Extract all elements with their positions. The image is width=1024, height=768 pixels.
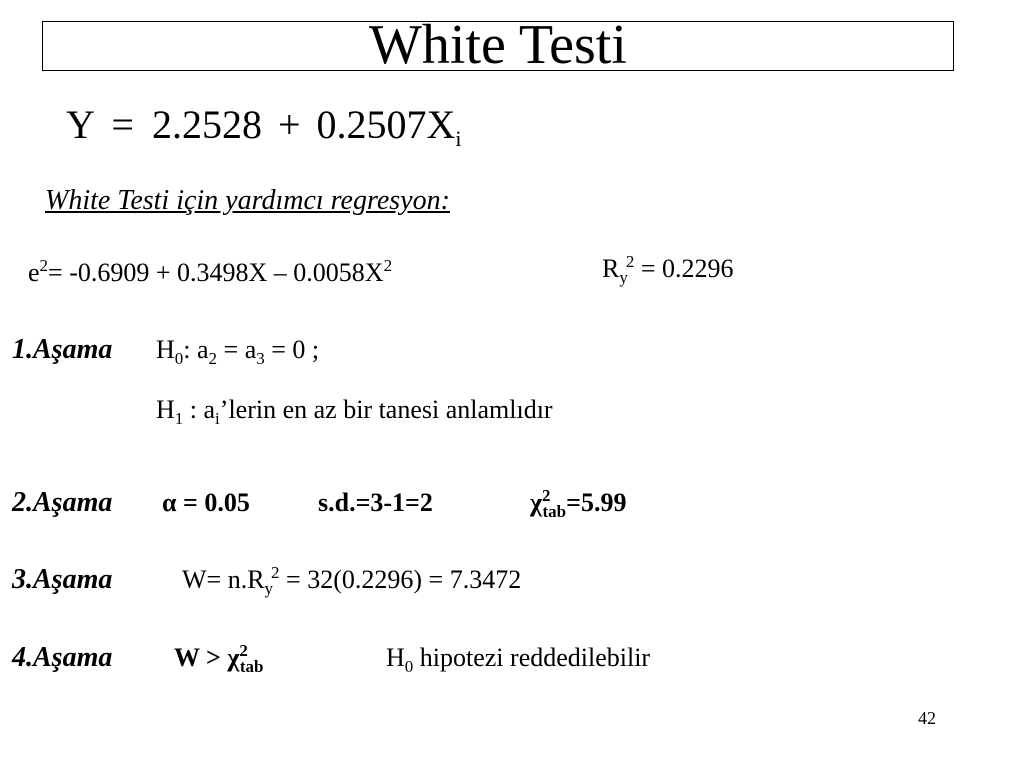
concl-sub: 0 xyxy=(404,657,414,676)
aux-eq-lhs: e xyxy=(28,258,40,287)
concl-h: H xyxy=(386,643,405,672)
auxiliary-equation xyxy=(28,256,392,290)
aux-eq-body: = -0.6909 + 0.3498X – 0.0058X xyxy=(48,258,384,287)
stage-1-h1 xyxy=(156,393,553,427)
cmp-text: W > xyxy=(174,643,228,672)
h1-rest: ’lerin en az bir tanesi anlamlıdır xyxy=(219,395,553,424)
eq-plus: + xyxy=(277,102,301,147)
h0-sub: 0 xyxy=(174,349,184,368)
r-squared xyxy=(602,252,734,286)
stage-2-df: s.d.=3-1=2 xyxy=(318,488,433,517)
chi-sub: tab xyxy=(542,502,567,521)
r-sup: 2 xyxy=(625,252,635,271)
stage-2-label: 2.Aşama xyxy=(12,487,113,518)
h1-letter: H xyxy=(156,395,175,424)
alpha-symbol: α xyxy=(162,488,177,517)
h0-a2-sub: 2 xyxy=(208,349,218,368)
cmp-chi-sub: tab xyxy=(239,657,264,676)
eq-slope-term: 0.2507X xyxy=(316,102,456,147)
stage-4-comparison xyxy=(174,641,264,675)
slide-title: White Testi xyxy=(369,14,627,76)
aux-eq-sup: 2 xyxy=(39,256,49,275)
w-sub: y xyxy=(264,579,274,598)
r-sub: y xyxy=(619,268,628,287)
w-prefix: W= n.R xyxy=(182,565,265,594)
concl-rest: hipotezi reddedilebilir xyxy=(413,643,651,672)
w-sup: 2 xyxy=(271,563,280,582)
stage-3-label: 3.Aşama xyxy=(12,564,113,595)
eq-lhs: Y xyxy=(66,102,94,147)
h0-mid: = a xyxy=(217,335,257,364)
alpha-value: = 0.05 xyxy=(176,488,250,517)
chi-symbol: χ xyxy=(530,488,543,517)
eq-equals: = xyxy=(111,102,134,147)
stage-4-conclusion xyxy=(386,641,650,675)
h1-sub: 1 xyxy=(174,409,184,428)
cmp-chi-sup: 2 xyxy=(239,641,248,660)
stage-4-label: 4.Aşama xyxy=(12,642,113,673)
r-value: = 0.2296 xyxy=(634,254,734,283)
h0-rest: = 0 ; xyxy=(264,335,320,364)
h1-mid: : a xyxy=(183,395,216,424)
chi-sup: 2 xyxy=(542,486,551,505)
cmp-chi-symbol: χ xyxy=(227,643,240,672)
h0-a3-sub: 3 xyxy=(256,349,265,368)
auxiliary-heading: White Testi için yardımcı regresyon: xyxy=(45,185,450,216)
w-rest: = 32(0.2296) = 7.3472 xyxy=(279,565,522,594)
eq-intercept: 2.2528 xyxy=(151,102,262,147)
stage-1-h0 xyxy=(156,333,319,367)
h0-colon: : a xyxy=(183,335,209,364)
stage-1-label: 1.Aşama xyxy=(12,334,113,365)
stage-3-w-stat xyxy=(182,563,521,597)
h1-ai-sub: i xyxy=(215,409,220,428)
page-number: 42 xyxy=(918,708,936,728)
main-regression-equation xyxy=(66,100,462,150)
aux-eq-sup2: 2 xyxy=(383,256,393,275)
stage-2-chi-table xyxy=(530,486,626,520)
eq-subscript: i xyxy=(455,126,462,151)
title-frame xyxy=(42,14,954,76)
r-label: R xyxy=(602,254,620,283)
h0-letter: H xyxy=(156,335,175,364)
chi-value: =5.99 xyxy=(566,488,627,517)
stage-2-alpha xyxy=(162,486,250,520)
